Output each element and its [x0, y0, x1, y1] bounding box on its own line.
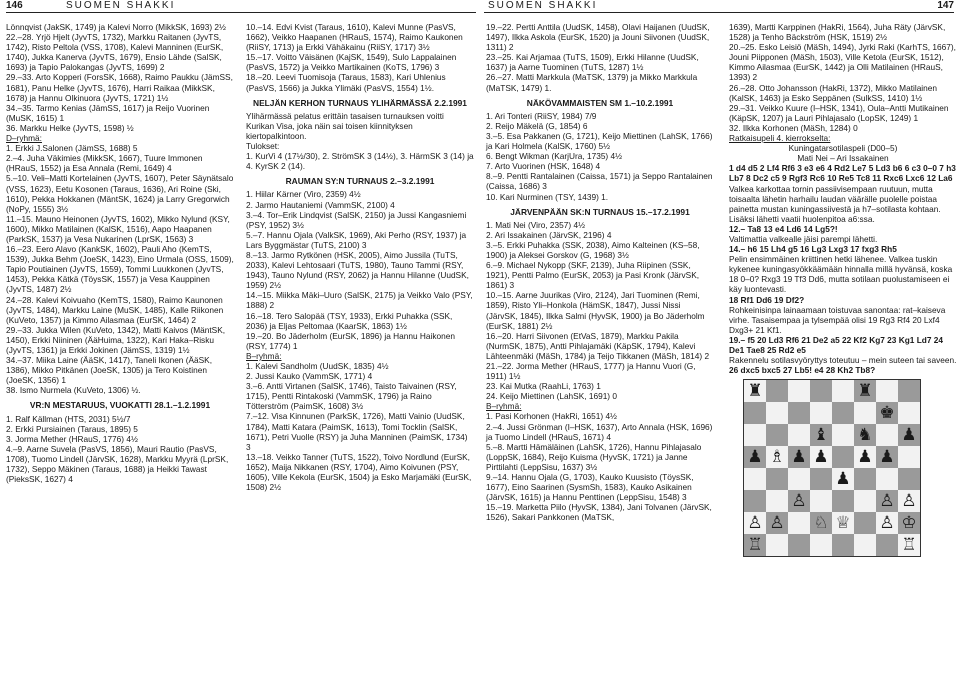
board-square: [788, 402, 810, 424]
board-square: [744, 424, 766, 446]
text-paragraph: 3.–4. Tor–Erik Lindqvist (SalSK, 2150) ja Jussi Kangasniemi (PSY, 1952) 3½: [246, 209, 467, 230]
text-paragraph: 2. Jussi Kauko (VammSK, 1771) 4: [246, 371, 373, 382]
board-square: ♟: [788, 446, 810, 468]
board-square: [832, 490, 854, 512]
text-paragraph: 9.–14. Hannu Ojala (G, 1703), Kauko Kuusisto (TöysSK, 1677), Eino Saarinen (SysmSh, 1583), Kauko Asikainen (JärvSK, 1615) ja Hannu Penttinen (LeppSisu, 1548) 3: [486, 472, 694, 503]
section-heading: RAUMAN SY:N TURNAUS 2.–3.2.1991: [285, 176, 435, 187]
text-paragraph: 36. Markku Helke (JyvTS, 1598) ½: [6, 122, 134, 133]
board-square: [810, 380, 832, 402]
text-paragraph: 6. Bengt Wikman (KarjUra, 1735) 4½: [486, 151, 623, 162]
board-square: ♙: [876, 512, 898, 534]
board-square: ♕: [832, 512, 854, 534]
text-paragraph: Lönnqvist (JakSK, 1749) ja Kalevi Norro (MikkSK, 1693) 2½: [6, 22, 226, 32]
board-square: [876, 468, 898, 490]
text-paragraph: 12.– Ta8 13 e4 Ld6 14 Lg5?!: [729, 223, 838, 234]
text-paragraph: 29.–31. Veikko Kuure (I–HSK, 1341), Oula–Antti Mutikainen (KäpSK, 1207) ja Lauri Pihlajasalo (LopSK, 1249) 1: [729, 102, 949, 123]
column-1: [6, 22, 234, 484]
text-paragraph: Pelin ensimmäinen kriittinen hetki lähenee. Valkea tuskin kykenee kuningasyökkäämään hinnalla millä hyvänsä, koska 18 0–0? Rxg3 19 Tf3 Dd6, mutta sotilaan puolustamiseen ei käy luontevasti.: [729, 254, 953, 295]
board-square: [766, 380, 788, 402]
board-square: ♝: [810, 424, 832, 446]
board-square: [788, 424, 810, 446]
text-paragraph: 32. Ilkka Korhonen (MäSh, 1284) 0: [729, 122, 858, 133]
board-square: [854, 534, 876, 556]
text-paragraph: Ylihärmässä pelatus erittäin tasaisen turnauksen voitti Kurikan Visa, joka näin sai toisen kiinnityksen kiertopalkintoon.: [246, 110, 444, 141]
board-square: ♙: [788, 490, 810, 512]
text-paragraph: 2.–4. Jussi Grönman (I–HSK, 1637), Arto Annala (HSK, 1696) ja Tuomo Lindell (HRauS, 1671) 4: [486, 421, 713, 442]
board-square: ♟: [898, 424, 920, 446]
text-paragraph: 1. Kalevi Sandholm (UudSK, 1835) 4½: [246, 361, 389, 371]
board-square: [876, 424, 898, 446]
board-square: ♖: [744, 534, 766, 556]
board-square: [766, 424, 788, 446]
text-paragraph: 19.–22. Pertti Anttila (UudSK, 1458), Olavi Haijanen (UudSK, 1497), Ilkka Askola (EurSK, 1520) ja Jouni Siivonen (UudSK, 1311) 2: [486, 22, 710, 53]
board-square: ♔: [898, 512, 920, 534]
text-paragraph: 15.–17. Voitto Väisänen (KajSK, 1549), Sulo Lappalainen (PasVS, 1572) ja Veikko Martikainen (KoTS, 1796) 3: [246, 52, 457, 73]
text-paragraph: 1. Mati Nei (Viro, 2357) 4½: [486, 219, 585, 230]
column-4-text: [729, 22, 957, 375]
text-paragraph: 16.–20. Harri Siivonen (EtVaS, 1879), Markku Pakila (NurmSK, 1875), Antti Pihlajamäki (KäpSK, 1794), Kalevi Lähteenmäki (MäSh, 1784) ja Teijo Tikkanen (MäSh, 1814) 2: [486, 330, 710, 361]
board-square: [810, 402, 832, 424]
board-square: [766, 490, 788, 512]
column-2: [246, 22, 474, 492]
column-4: [729, 22, 957, 557]
text-paragraph: 3. Jorma Mether (HRauS, 1776) 4½: [6, 433, 138, 444]
text-paragraph: 18 Rf1 Dd6 19 Df2?: [729, 294, 805, 305]
text-paragraph: 21.–22. Jorma Mether (HRauS, 1777) ja Hannu Vuori (G, 1911) 1½: [486, 361, 696, 382]
section-heading: NÄKÖVAMMAISTEN SM 1.–10.2.1991: [526, 97, 674, 108]
board-square: [810, 534, 832, 556]
text-paragraph: 29.–33. Arto Kopperi (ForsSK, 1668), Raimo Paukku (JämSS, 1681), Panu Helke (JyvTS, 1676), Harri Raikaa (MikkSK, 1678) ja Hannu Olkinuora (JyvTS, 1721) 1½: [6, 72, 233, 103]
left-page-header: [6, 0, 476, 13]
right-running-title: SUOMEN SHAKKI: [488, 0, 598, 11]
text-paragraph: 7. Arto Vuorinen (HSK, 1648) 4: [486, 161, 601, 172]
text-paragraph: 11.–15. Mauno Heinonen (JyvTS, 1602), Mikko Nylund (KSY, 1600), Mikko Matilainen (KalSK, 1516), Aapo Haapanen (ParkSK, 1537) ja Vesa Nukarinen (LprSK, 1563) 3: [6, 213, 230, 244]
text-paragraph: 23.–25. Kai Arjamaa (TuTS, 1509), Erkki Hilanne (UudSK, 1637) ja Aarne Tuominen (TuTS, 1287) 1½: [486, 52, 699, 73]
board-square: ♙: [766, 512, 788, 534]
text-paragraph: 16.–23. Eero Alavo (KankSK, 1602), Pauli Aho (KemTS, 1539), Jukka Behm (JoeSK, 1423), Eino Urmala (OSS, 1509), Tapio Poutiainen (JyvTS, 1559), Tommi Luukkonen (JyvTS, 1453), Pekka Kätkä (TöysSK, 1557) ja Vesa Kauppinen (JyvTS, 1487) 2½: [6, 244, 234, 295]
board-square: [810, 490, 832, 512]
text-paragraph: 1. Erkki J.Salonen (JämSS, 1688) 5: [6, 143, 138, 154]
text-paragraph: 5.–7. Hannu Ojala (ValkSK, 1969), Aki Perho (RSY, 1937) ja Lars Byggmästar (TuTS, 2100) 3: [246, 229, 467, 250]
text-paragraph: 38. Ismo Nurmela (KuVeto, 1306) ½.: [6, 385, 141, 396]
chess-diagram: [743, 379, 921, 557]
text-paragraph: 10.–14. Edvi Kvist (Taraus, 1610), Kalevi Munne (PasVS, 1662), Veikko Haapanen (HRauS, 1574), Raimo Kaukonen (RiiSY, 1713) ja Erkki Vähäkainu (RiiSY, 1717) 3½: [246, 22, 463, 53]
text-paragraph: Valkea karkottaa tornin passiivisempaan ruutuun, mutta toisaalta lähetin harhailu laudan väärälle puolelle poistaa painetta mustan kuningassiivestä ja h7–sotilasta kohtaan. Lisäksi lähetti vaatii huolenpitoa a6:ssa.: [729, 183, 941, 224]
board-square: [832, 380, 854, 402]
section-heading: VR:N MESTARUUS, VUOKATTI 28.1.–1.2.1991: [29, 400, 211, 411]
text-paragraph: 6.–9. Michael Nykopp (SKF, 2139), Juha Riipinen (SSK, 1921), Pentti Palmo (EurSK, 2053) ja Pasi Kronk (JärvSK, 1861) 3: [486, 260, 700, 291]
board-square: [898, 468, 920, 490]
board-square: [766, 468, 788, 490]
board-square: ♞: [854, 424, 876, 446]
board-square: ♟: [810, 446, 832, 468]
board-square: ♟: [744, 446, 766, 468]
text-paragraph: 1639), Martti Karppinen (HakRi, 1564), Juha Räty (JärvSK, 1528) ja Tenho Bäckström (HSK, 1519) 2½: [729, 22, 946, 43]
board-square: [744, 468, 766, 490]
text-paragraph: Rohkeinisinpa lainaamaan toistuvaa sanontaa: rat–kaiseva virhe. Tasaisempaa ja tylsempää olisi 19 Rg3 Rf4 20 Lxf4 Dxg3+ 21 Kf1.: [729, 304, 946, 335]
text-paragraph: 1. Pasi Korhonen (HakRi, 1651) 4½: [486, 411, 617, 422]
board-square: [810, 468, 832, 490]
text-paragraph: 7.–12. Visa Kinnunen (ParkSK, 1726), Matti Vainio (UudSK, 1784), Matti Katara (PaimSK, 1613), Tomi Tocklin (SalSK, 1671), Petri Vuolle (RSY) ja Juha Manninen (PaimSK, 1734) 3: [246, 411, 468, 452]
board-square: ♘: [810, 512, 832, 534]
text-paragraph: 2. Ari Issakainen (JärvSK, 2196) 4: [486, 229, 612, 240]
text-paragraph: Kuningatarsotilaspeli (D00–5): [788, 143, 898, 154]
board-square: [854, 402, 876, 424]
text-paragraph: Tulokset:: [246, 141, 280, 152]
text-paragraph: 23. Kai Mutka (RaahLi, 1763) 1: [486, 381, 601, 392]
text-paragraph: 3.–5. Erkki Puhakka (SSK, 2038), Aimo Kalteinen (KS–58, 1900) ja Aleksei Gorskov (G, 1968) 3½: [486, 239, 700, 260]
board-square: [854, 468, 876, 490]
group-label: B–ryhmä:: [246, 350, 282, 361]
left-running-title: SUOMEN SHAKKI: [66, 0, 176, 11]
text-paragraph: 18.–20. Leevi Tuomisoja (Taraus, 1583), Kari Uhlenius (PasVS, 1566) ja Jukka Ylimäki (PasVS, 1554) 1½.: [246, 72, 446, 93]
board-square: ♜: [854, 380, 876, 402]
board-square: [854, 490, 876, 512]
text-paragraph: 2. Erkki Pursiainen (Taraus, 1895) 5: [6, 423, 138, 434]
text-paragraph: 2.–4. Juha Väkimies (MikkSK, 1667), Tuure Immonen (HRauS, 1552) ja Esa Annala (Remi, 1649) 4: [6, 153, 203, 174]
text-paragraph: 24.–28. Kalevi Koivuaho (KemTS, 1580), Raimo Kaunonen (JyvTS, 1484), Markku Laine (MuSK, 1485), Kalle Riikonen (KuVeto, 1357) ja Kimmo Ailasmaa (EurSK, 1464) 2: [6, 294, 224, 325]
board-square: ♖: [898, 534, 920, 556]
board-square: ♚: [876, 402, 898, 424]
board-square: [898, 402, 920, 424]
board-square: [876, 380, 898, 402]
text-paragraph: 1. Hiilar Kärner (Viro, 2359) 4½: [246, 189, 361, 200]
left-page-number: 146: [6, 0, 23, 11]
group-label: Ratkaisupeli 4. kierrokselta:: [729, 133, 831, 144]
text-paragraph: 4.–9. Aarne Suvela (PasVS, 1856), Mauri Rautio (PasVS, 1708), Tuomo Lindell (JärvSK, 1628), Markku Myyrä (LprSK, 1732), Seppo Mäkinen (Taraus, 1688) ja Heikki Tawast (PieksSK, 1627) 4: [6, 443, 229, 485]
board-square: [788, 380, 810, 402]
text-paragraph: 3.–6. Antti Virtanen (SalSK, 1746), Taisto Taivainen (RSY, 1715), Pentti Rintakoski (VammSK, 1796) ja Raino Tötterström (PaimSK, 1608) 3½: [246, 381, 457, 412]
board-square: [832, 402, 854, 424]
text-paragraph: 13.–18. Veikko Tanner (TuTS, 1522), Toivo Nordlund (EurSK, 1652), Maija Nikkanen (RSY, 1704), Aimo Koivunen (PSY, 1605), Ville Kekola (EurSK, 1504) ja Esko Marjamäki (EurSK, 1508) 2½: [246, 451, 472, 493]
text-paragraph: 29.–33. Jukka Wilen (KuVeto, 1342), Matti Kaivos (MäntSK, 1450), Erkki Niininen (ÄäHuima, 1322), Kari Haka–Risku (JyvTS, 1361) ja Erkki Jokinen (JämSS, 1319) 1½: [6, 324, 226, 355]
text-paragraph: 14.– h6 15 Lh4 g5 16 Lg3 Lxg3 17 fxg3 Rh5: [729, 244, 897, 255]
text-paragraph: 16.–18. Tero Salopää (TSY, 1933), Erkki Puhakka (SSK, 2036) ja Eljas Peltomaa (KaarSK, 1863) 1½: [246, 310, 453, 331]
group-label: B–ryhmä:: [486, 401, 522, 412]
board-square: [832, 446, 854, 468]
group-label: D–ryhmä:: [6, 133, 42, 144]
board-square: ♜: [744, 380, 766, 402]
board-square: ♙: [876, 490, 898, 512]
text-paragraph: 2. Reijo Mäkelä (G, 1854) 6: [486, 120, 588, 131]
board-square: ♟: [854, 446, 876, 468]
text-paragraph: 22.–28. Yrjö Hjelt (JyvTS, 1732), Markku Raitanen (JyvTS, 1742), Risto Peltola (VSS, 1708), Kalevi Manninen (EurSK, 1740), Jukka Kanerva (JyvTS, 1679), Ensio Lähde (SalSK, 1693) ja Tapio Palokangas (JyvTS, 1699) 2: [6, 32, 224, 73]
section-heading: JÄRVENPÄÄN SK:N TURNAUS 15.–17.2.1991: [510, 206, 690, 217]
text-paragraph: 5.–10. Veli–Matti Kortelainen (JyvTS, 1607), Peter Säynätsalo (VSS, 1623), Eetu Kosonen (Taraus, 1636), Ari Roine (Ski, 1610), Pekka Hokkanen (MäntSK, 1624) ja Larry Gregorwich (NoPy, 1555) 3½: [6, 173, 234, 214]
column-3: [486, 22, 714, 523]
board-square: [832, 424, 854, 446]
text-paragraph: 10.–15. Aarne Juurikas (Viro, 2124), Jari Tuominen (Remi, 1859), Risto Yli–Honkola (HämSK, 1847), Jussi Nissi (JärvSK, 1845), Ilkka Salmi (HyvSK, 1900) ja Bo Jäderholm (EurSK, 1881) 2½: [486, 290, 705, 331]
board-square: [766, 402, 788, 424]
board-square: ♟: [832, 468, 854, 490]
text-paragraph: 15.–19. Marketta Piilo (HyvSK, 1384), Jani Tolvanen (JärvSK, 1526), Sakari Pankkonen (MaTSK,: [486, 502, 712, 523]
board-square: [744, 490, 766, 512]
text-paragraph: 24. Keijo Miettinen (LahSK, 1691) 0: [486, 391, 617, 402]
board-square: [876, 534, 898, 556]
board-square: ♙: [898, 490, 920, 512]
text-paragraph: 19.– f5 20 Ld3 Rf6 21 De2 a5 22 Kf2 Kg7 23 Kg1 Ld7 24 De1 Tae8 25 Rd2 e5: [729, 334, 943, 355]
text-paragraph: Rakennelu sotilasvyöryttys toteutuu – mein suteen tai saveen.: [729, 355, 957, 366]
text-paragraph: 8.–9. Pentti Rantalainen (Caissa, 1571) ja Seppo Rantalainen (Caissa, 1686) 3: [486, 171, 713, 192]
text-paragraph: 20.–25. Esko Leisiö (MäSh, 1494), Jyrki Raki (KarhTS, 1667), Jouni Piipponen (MäSh, 1503), Ville Ketola (EurSK, 1512), Kimmo Ailasmaa (EurSK, 1442) ja Olli Matilainen (HRauS, 1393) 2: [729, 42, 956, 83]
text-paragraph: 26 dxc5 bxc5 27 Lb5! e4 28 Kh2 Tb8?: [729, 365, 876, 376]
board-square: [744, 402, 766, 424]
text-paragraph: 19.–20. Bo Jäderholm (EurSK, 1896) ja Hannu Haikonen (RSY, 1774) 1: [246, 330, 455, 351]
text-paragraph: 1. Ralf Källman (HTS, 2031) 5½/7: [6, 413, 131, 424]
right-page-number: 147: [937, 0, 954, 11]
text-paragraph: Valtimattia valkealle jäisi parempi lähetti.: [729, 233, 878, 244]
text-paragraph: 34.–35. Tarmo Kenias (JämSS, 1617) ja Reijo Vuorinen (MuSK, 1615) 1: [6, 102, 210, 123]
board-square: [788, 468, 810, 490]
right-page-header: [484, 0, 954, 13]
board-square: [832, 534, 854, 556]
text-paragraph: 26.–27. Matti Markkula (MaTSK, 1379) ja Mikko Markkula (MaTSK, 1479) 1.: [486, 72, 698, 93]
board-square: ♙: [744, 512, 766, 534]
board-square: [898, 446, 920, 468]
text-paragraph: 1. KurVi 4 (17½/30), 2. StrömSK 3 (14½), 3. HärmSK 3 (14) ja 4. KyrSK 2 (14).: [246, 151, 474, 172]
text-paragraph: Mati Nei – Ari Issakainen: [797, 153, 889, 164]
text-paragraph: 14.–15. Miikka Mäki–Uuro (SalSK, 2175) ja Veikko Valo (PSY, 1888) 2: [246, 290, 473, 311]
text-paragraph: 2. Jarmo Hautaniemi (VammSK, 2100) 4: [246, 199, 395, 210]
text-paragraph: 5.–8. Martti Hämäläinen (LahSK, 1726), Hannu Pihlajasalo (LoppSK, 1684), Reijo Kuisma (HyvSK, 1721) ja Janne Pirttilahti (LeppSisu, 1637) 3½: [486, 441, 702, 472]
board-square: [788, 534, 810, 556]
text-paragraph: 26.–28. Otto Johansson (HakRi, 1372), Mikko Matilainen (KalSK, 1463) ja Esko Seppänen (SulkSS, 1410) 1½: [729, 82, 937, 103]
text-paragraph: 34.–37. Miika Laine (ÄäSK, 1417), Taneli Ikonen (ÄäSK, 1386), Mikko Pitkänen (JoeSK, 1305) ja Tero Koistinen (JoeSK, 1356) 1: [6, 355, 213, 386]
text-paragraph: 1. Ari Tonteri (RiiSY, 1984) 7/9: [486, 110, 597, 121]
board-square: ♗: [766, 446, 788, 468]
section-heading: NELJÄN KERHON TURNAUS YLIHÄRMÄSSÄ 2.2.1991: [253, 97, 467, 108]
board-square: ♟: [876, 446, 898, 468]
text-paragraph: 1 d4 d5 2 Lf4 Rf6 3 e3 e6 4 Rd2 Le7 5 Ld3 b6 6 c3 0–0 7 h3 Lb7 8 Dc2 c5 9 Rgf3 Rc6 10 Re5 Tc8 11 Rxc6 Lxc6 12 La6: [729, 163, 956, 184]
board-square: [788, 512, 810, 534]
text-paragraph: 10. Kari Nurminen (TSY, 1439) 1.: [486, 191, 609, 202]
text-paragraph: 3.–5. Esa Pakkanen (G, 1721), Keijo Miettinen (LahSK, 1766) ja Kari Holmela (KalSK, 1760) 5½: [486, 130, 713, 152]
board-square: [854, 512, 876, 534]
text-paragraph: 8.–13. Jarmo Rytkönen (HSK, 2005), Aimo Jussila (TuTS, 2033), Kalevi Lehtosaari (TuTS, 1980), Tauno Tammi (RSY, 1943), Tauno Nylund (RSY, 2062) ja Hannu Hilanne (UudSK, 1959) 2½: [246, 249, 469, 291]
board-square: [766, 534, 788, 556]
board-square: [898, 380, 920, 402]
